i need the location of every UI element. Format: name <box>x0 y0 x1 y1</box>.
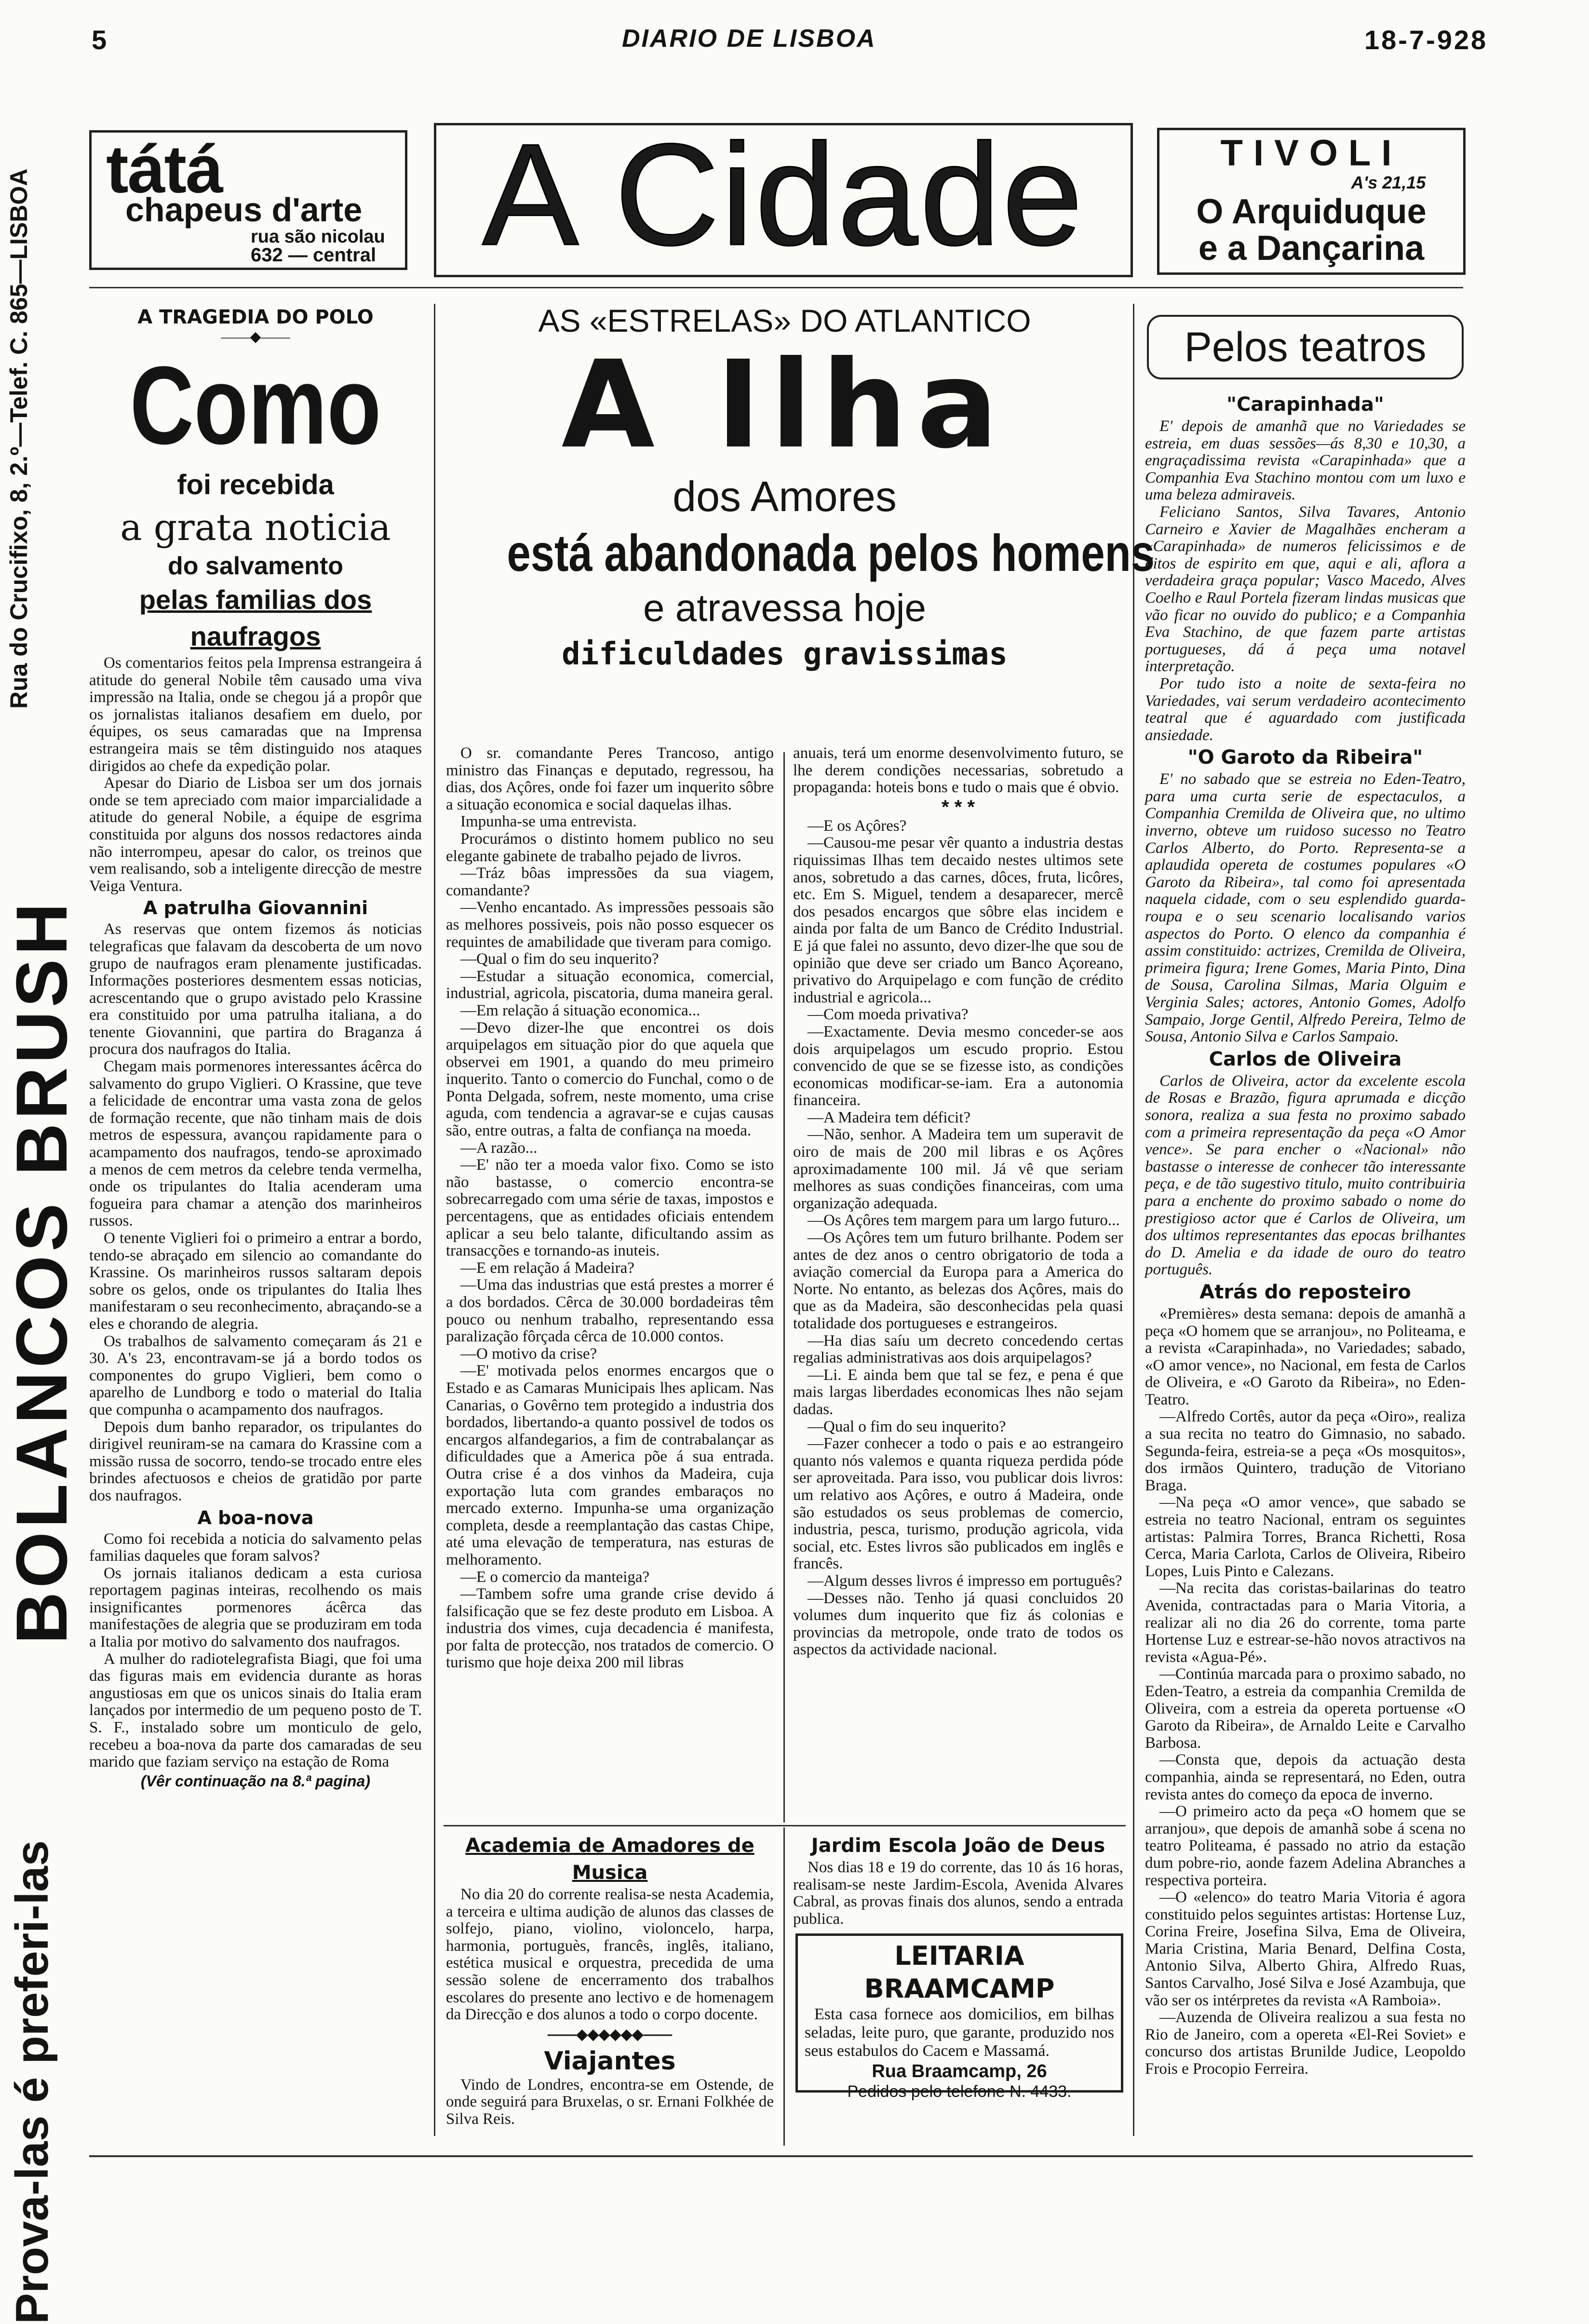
paragraph: Vindo de Londres, encontra-se em Ostende, de onde seguirá para Bruxelas, o sr. Ernani Folkhée de Silva Reis. <box>446 2076 774 2128</box>
column-separator <box>783 1827 785 2146</box>
notice-title: Academia de Amadores de Musica <box>465 1835 754 1884</box>
paragraph: Por tudo isto a noite de sexta-feira no Variedades, vai serum verdadeiro acontecimento teatral que é aguardado com justificada ansiedade. <box>1145 675 1466 744</box>
paragraph: —E o comercio da manteiga? <box>460 1568 650 1586</box>
issue-date: 18-7-928 <box>1364 25 1488 55</box>
ad-leitaria-phone: Pedidos pelo telefone N. 4433. <box>847 2082 1072 2101</box>
paragraph: «Premières» desta semana: depois de amanhã a peça «O homem que se arranjou», no Politeama, e a revista «Carapinhada», no Variedades; sabado, «O amor vence», no Nacional, em festa de Carlos de Oliveira, e «O Garoto da Ribeira», no Eden-Teatro. <box>1145 1305 1466 1408</box>
section-title: A Cidade <box>482 113 1085 275</box>
paragraph: Nos dias 18 e 19 do corrente, das 10 ás 16 horas, realisam-se neste Jardim-Escola, Avenida Alvares Cabral, as provas finais dos alunos, sendo a entrada publica. <box>793 1859 1123 1928</box>
ad-leitaria-text: Esta casa fornece aos domicilios, em bilhas seladas, leite puro, que garante, produzido nos seus estabulos do Cacem e Massamá. <box>805 2005 1114 2060</box>
paragraph: anuais, terá um enorme desenvolvimento futuro, se lhe derem condições necessarias, sobretudo a propaganda: hoteis bons e tudo o mais que é obvio. <box>793 744 1123 797</box>
continuation-note: (Vêr continuação na 8.ª pagina) <box>141 1772 370 1790</box>
article-kicker: AS «ESTRELAS» DO ATLANTICO <box>538 303 1031 338</box>
notice-academia <box>446 1832 774 2128</box>
paragraph: Chegam mais pormenores interessantes ácêrca do salvamento do grupo Viglieri. O Krassine, que teve a felicidade de encontrar uma vasta zona de gelos de formação recente, que não tinham mais de dois metros de espessura, avançou rapidamente para o acampamento dos naufragos, tendo-se aproximado a menos de cem metros da celebre tenda vermelha, onde os tripulantes do Italia acenderam uma fogueira para chamar a atenção dos marinheiros russos. <box>89 1058 422 1230</box>
headline-ilha: A Ilha <box>561 335 1008 475</box>
paragraph: —Ha dias saíu um decreto concedendo certas regalias administrativas aos dois arquipelagos? <box>793 1332 1123 1367</box>
headline-line-5: dificuldades gravissimas <box>562 636 1008 672</box>
headline-line-3: está abandonada pelos homens <box>507 524 1155 582</box>
headline-line-3: a grata noticia <box>120 506 391 549</box>
paragraph: —Na peça «O amor vence», que sabado se estreia no teatro Nacional, entram os seguintes artistas: Palmira Torres, Branca Richetti, Rosa Cerca, Maria Carlota, Carlos de Oliveira, Ribeiro Lopes, Luis Pinto e Calezans. <box>1145 1494 1466 1580</box>
paragraph: —Consta que, depois da actuação desta companhia, ainda se representará, no Eden, outra revista antes do começo da epoca de inverno. <box>1145 1751 1466 1803</box>
ad-tata-phone: 632 — central <box>251 244 377 266</box>
page-bottom-rule <box>89 2155 1473 2157</box>
article-theatres <box>1145 306 1466 2078</box>
ad-tata-hats <box>89 130 407 270</box>
article-azores-col-b <box>793 745 1123 1659</box>
ad-tata-street: rua são nicolau <box>251 227 385 247</box>
paragraph: —Não, senhor. A Madeira tem um superavit de oiro de mais de 200 mil libras e os Açôres aproximadamente 100 mil. Já vê que seriam melhores as suas condições financeiras, com uma organização adequada. <box>793 1126 1123 1212</box>
subheading: "O Garoto da Ribeira" <box>1187 746 1423 769</box>
paragraph: Apesar do Diario de Lisboa ser um dos jornais onde se tem apreciado com maior imparcialidade a atitude do general Nobile, a équipe de esgrima constituida por alguns dos nossos redactores ainda não interrompeu, apesar do calor, os treinos que vem realisando, sob a inteligente direcção de mestre Veiga Ventura. <box>89 774 422 895</box>
subheading: Atrás do reposteiro <box>1199 1281 1411 1303</box>
margin-address: Rua do Crucifixo, 8, 2.º—Telef. C. 865—LISBOA <box>5 168 32 709</box>
paragraph: —Os Açôres tem um futuro brilhante. Podem ser antes de dez anos o centro obrigatorio de toda a aviação comercial da Europa para a America do Norte. No entanto, as belezas dos Açôres, mais do que as da Madeira, são desconhecidas pela quasi totalidade dos portugueses e estrangeiros. <box>793 1229 1123 1332</box>
headline-line-2: foi recebida <box>177 469 334 500</box>
column-separator <box>434 304 435 2136</box>
ad-tivoli <box>1157 128 1466 275</box>
paragraph: —Tambem sofre uma grande crise devido á falsificação que se fez deste produto em Lisboa. A industria dos vimes, cuja decadencia é manifesta, por falta de protecção, nos tratados de comercio. O turismo que hoje deixa 200 mil libras <box>446 1585 774 1672</box>
article-polo <box>89 306 422 1791</box>
paragraph: —Estudar a situação economica, comercial, industrial, agricola, piscatoria, duma maneira geral. <box>446 967 774 1002</box>
notice-title: Jardim Escola João de Deus <box>811 1835 1105 1857</box>
paragraph: —Tráz bôas impressões da sua viagem, comandante? <box>446 865 774 899</box>
subheading: "Carapinhada" <box>1226 393 1384 416</box>
paragraph: —Com moeda privativa? <box>808 1006 969 1024</box>
paragraph: —O «elenco» do teatro Maria Vitoria é agora constituido pelos seguintes artistas: Hortense Luz, Corina Freire, Josefina Silva, Ema de Oliveira, Maria Cristina, Maria Benard, Delfina Costa, Antonio Silva, Alberto Ghira, Alfredo Ruas, Santos Carvalho, José Silva e José Azambuja, que vão ser os intérpretes da revista «A Ramboia». <box>1145 1889 1466 2009</box>
ad-leitaria-address: Rua Braamcamp, 26 <box>872 2061 1047 2081</box>
paragraph: Depois dum banho reparador, os tripulantes do dirigivel reuniram-se na camara do Krassine com a missão russa de socorro, tendo-se trocado entre eles brindes afectuosos e cheios de gratidão por parte dos naufragos. <box>89 1418 422 1504</box>
paragraph: As reservas que ontem fizemos ás noticias telegraficas que falavam da descoberta de um novo grupo de naufragos eram plenamente justificadas. Informações posteriores desmentem essas noticias, acrescentando que o grupo avistado pelo Krassine era constituido por uma patrulha italiana, a do tenente Giovannini, que partira do Braganza á procura dos naufragos do Italia. <box>89 920 422 1058</box>
header-rule <box>89 287 1463 288</box>
paragraph: —A Madeira tem déficit? <box>808 1108 971 1126</box>
paragraph: Feliciano Santos, Silva Tavares, Antonio Carneiro e Xavier de Magalhães encheram a «Carapinhada» de numeros felicissimos e de ditos de espirito em que, aqui e ali, aflora a verdadeira graça popular; Vasco Macedo, Alves Coelho e Raul Portela fizeram lindas musicas que vão ficar no ouvido do publico; e a Companhia Eva Stachino, de que fazem parte artistas portugueses, dá á peça uma notavel interpretação. <box>1145 503 1466 676</box>
paragraph: —Algum desses livros é impresso em português? <box>808 1572 1122 1590</box>
ad-leitaria-braamcamp <box>795 1933 1123 2101</box>
ad-tivoli-title-1: O Arquiduque <box>1196 192 1427 231</box>
headline-line-4: e atravessa hoje <box>643 586 927 629</box>
margin-brand-logo: BOLANCOS BRUSH <box>1 899 82 1644</box>
paragraph: Os comentarios feitos pela Imprensa estrangeira á atitude do general Nobile têm causado uma viva impressão na Italia, onde se chegou já a propôr que os jornalistas italianos desafiem em duelo, por équipes, os seus camaradas que na Imprensa estrangeira mais se têm distinguido nos ataques dirigidos ao chefe da expedição polar. <box>89 654 422 775</box>
running-masthead: DIARIO DE LISBOA <box>622 25 876 53</box>
paragraph: —Os Açôres tem margem para um largo futuro... <box>808 1212 1120 1230</box>
paragraph: —Alfredo Cortês, autor da peça «Oiro», realiza a sua recita no teatro do Gimnasio, no sabado. Segunda-feira, estreia-se a peça «Os mosquitos», dos irmãos Quintero, tradução de Vitoriano Braga. <box>1145 1408 1466 1494</box>
section-box <box>1147 315 1464 379</box>
section-title-box <box>434 113 1133 277</box>
paragraph: Procurámos o distinto homem publico no seu elegante gabinete de trabalho pejado de livros. <box>446 830 774 865</box>
paragraph: —Auzenda de Oliveira realizou a sua festa no Rio de Janeiro, com a opereta «El-Rei Soviet» e concurso dos artistas Brunilde Judice, Leopoldo Frois e Procopio Ferreira. <box>1145 2009 1466 2078</box>
ad-tivoli-title-2: e a Dançarina <box>1198 229 1425 268</box>
article-kicker: A TRAGEDIA DO POLO <box>137 306 374 328</box>
paragraph: —Devo dizer-lhe que encontrei os dois arquipelagos em situação pior do que aquela que observei em 1901, a quando do meu primeiro inquerito. Tanto o comercio do Funchal, como o de Ponta Delgada, sofrem, neste momento, uma crise aguda, com tendencia a agravar-se e cujas causas são, entre outras, a falta de confiança na moeda. <box>446 1019 774 1140</box>
paragraph: Como foi recebida a noticia do salvamento pelas familias daqueles que foram salvos? <box>89 1530 422 1565</box>
ad-tata-product: chapeus d'arte <box>125 191 363 229</box>
paragraph: —O motivo da crise? <box>460 1345 597 1363</box>
subheading: A patrulha Giovannini <box>143 897 368 919</box>
ornament-divider: ——◆◆◆◆◆◆—— <box>547 2026 673 2042</box>
paragraph: —O primeiro acto da peça «O homem que se arranjou», que depois de amanhã sobe á scena no teatro Politeama, é passado no atrio da estação dum pobre-rio, aonde fazem Adelina Abranches a respectiva porteira. <box>1145 1803 1466 1889</box>
divider: ——◆—— <box>221 329 290 345</box>
section-rule <box>444 1825 1126 1826</box>
ad-leitaria-title: LEITARIA BRAAMCAMP <box>864 1941 1055 2004</box>
notice-title: Viajantes <box>544 2046 676 2076</box>
paragraph: —E em relação á Madeira? <box>460 1259 634 1277</box>
headline-line-4: do salvamento <box>167 552 344 580</box>
paragraph: O tenente Viglieri foi o primeiro a entrar a bordo, tendo-se abraçado em silencio ao comandante do Krassine. Os marinheiros russos saltaram depois sobre os gelos, onde os tripulantes do Italia lhes manifestaram o seu reconhecimento, abraçando-se a eles e chorando de alegria. <box>89 1230 422 1333</box>
article-azores-col-a <box>446 745 774 1672</box>
column-separator <box>783 752 785 1823</box>
headline-line-2: dos Amores <box>673 473 897 520</box>
paragraph: —Li. E ainda bem que tal se fez, e pena é que mais largas liberdades economicas lhes não sejam dadas. <box>793 1366 1123 1418</box>
ad-tata-brand: tátá <box>106 131 222 207</box>
paragraph: —Qual o fim do seu inquerito? <box>460 950 659 968</box>
paragraph: E' no sabado que se estreia no Eden-Teatro, para uma curta serie de espectaculos, a Companhia Cremilda de Oliveira que, no ultimo inverno, obteve um ruidoso sucesso no Teatro Carlos Alberto, do Porto. Representa-se a aplaudida opereta de costumes populares «O Garoto da Ribeira», tal como foi apresentada naquela cidade, com o seu esplendido guarda-roupa e o seu scenario localisando varios aspectos do Porto. O elenco da companhia é assim constituido: actrizes, Cremilda de Oliveira, primeira figura; Irene Gomes, Maria Pinto, Dina de Sousa, Carolina Silmas, Maria Olguim e Verginia Sales; actores, Antonio Gomes, Adolfo Sampaio, Jorge Gentil, Alfredo Pereira, Telmo de Sousa, Antonio Silva e Carlos Sampaio. <box>1145 770 1466 1046</box>
subheading: Carlos de Oliveira <box>1209 1048 1402 1070</box>
paragraph: Carlos de Oliveira, actor da excelente escola de Rosas e Brazão, figura aprumada e dicção sonora, realiza a sua festa no proximo sabado com a primeira representação da peça «O Amor vence». Se para encher o «Nacional» não bastasse o interesse de conhecer tão interessante peça, e de tão sugestivo titulo, muito contribuiria para a enchente do proximo sabado o nome do prestigioso actor que é Carlos de Oliveira, um dos ultimos representantes das epocas brilhantes do D. Amelia e da idade de ouro do teatro português. <box>1145 1072 1466 1279</box>
paragraph: E' depois de amanhã que no Variedades se estreia, em duas sessões—ás 8,30 e 10,30, a engraçadissima revista «Carapinhada» que a Companhia Eva Stachino montou com um luxo e uma beleza admiraveis. <box>1145 418 1466 504</box>
paragraph: —Causou-me pesar vêr quanto a industria destas riquissimas Ilhas tem decaido nestes ultimos sete anos, sobretudo a das carnes, dôces, fruta, licôres, etc. Em S. Miguel, tendem a desaparecer, mercê dos pesados encargos que sôbre elas incidem e ainda por falta de um Banco de Crédito Industrial. E já que falei no assunto, devo dizer-lhe que sou de opinião que deve ser criado um Banco Açoreano, privativo do Arquipelago e com função de crédito industrial e agricola... <box>793 834 1123 1006</box>
notice-jardim-escola <box>793 1832 1123 1928</box>
headline-como: Como <box>130 343 381 467</box>
page-number: 5 <box>92 25 107 55</box>
paragraph: —Fazer conhecer a todo o pais e ao estrangeiro quanto nós valemos e quanta riqueza perdida póde ser aproveitada. Para isso, vou publicar dois livros: um relativo aos Açôres, e outro á Madeira, onde são estudados os seus problemas de comercio, industria, pesca, turismo, produção agricola, vida social, etc. Estes livros são publicados em inglês e francês. <box>793 1435 1123 1573</box>
paragraph: —Venho encantado. As impressões pessoais são as melhores possiveis, pois não posso esquecer os requintes de amabilidade que tiveram para comigo. <box>446 899 774 951</box>
paragraph: A mulher do radiotelegrafista Biagi, que foi uma das figuras mais em evidencia durante as horas angustiosas em que os unicos sinais do Italia eram lançados por intermedio de um pequeno posto de T. S. F., instalado sobre um monticulo de gelo, recebeu a boa-nova da parte dos camaradas de seu marido que faziam serviço na estação de Roma <box>89 1650 422 1771</box>
section-box-title: Pelos teatros <box>1184 324 1427 370</box>
paragraph: —E os Açôres? <box>808 817 907 835</box>
paragraph: —E' motivada pelos enormes encargos que o Estado e as Camaras Municipais lhes aplicam. Nas Canarias, o Govêrno tem protegido a industria dos bordados, libertando-a quanto possivel de todos os encargos alfandegarios, a fim de contrabalançar as dificuldades que a America põe á sua entrada. Outra crise é a dos vinhos da Madeira, cuja exportação luta com grandes embaraços no mercado externo. Impunha-se uma organização completa, desde a reemplantação das castas Chipe, até uma elevação de temperatura, nas esturas de melhoramento. <box>446 1362 774 1568</box>
subheading: A boa-nova <box>197 1507 314 1528</box>
paragraph: —A razão... <box>460 1139 538 1157</box>
paragraph: —Na recita das coristas-bailarinas do teatro Avenida, contractadas para o Maria Vitoria, a realizar ali no dia 26 do corrente, toma parte Hortense Luz e estrear-se-hão novos atractivos na revista «Agua-Pé». <box>1145 1580 1466 1666</box>
margin-slogan: Prova-las é preferi-las <box>6 1840 58 2324</box>
paragraph: —Qual o fim do seu inquerito? <box>808 1418 1006 1435</box>
paragraph: Os trabalhos de salvamento começaram ás 21 e 30. A's 23, encontravam-se já a bordo todos os componentes do grupo Viglieri, bem como o aparelho de Lundborg e todo o material do Italia que compunha o acampamento dos naufragos. <box>89 1332 422 1419</box>
ad-tivoli-time: A's 21,15 <box>1351 173 1426 192</box>
paragraph: —Exactamente. Devia mesmo conceder-se aos dois arquipelagos um escudo proprio. Estou convencido de que se se fizesse isto, as condições economicas modificar-se-iam. Era a autonomia financeira. <box>793 1023 1123 1109</box>
paragraph: Os jornais italianos dedicam a esta curiosa reportagem paginas inteiras, recolhendo os mais insignificantes pormenores ácêrca das manifestações de alegria que se produziram em toda a Italia por motivo do salvamento dos naufragos. <box>89 1564 422 1651</box>
headline-line-5: pelas familias dos naufragos <box>139 584 372 651</box>
paragraph: Impunha-se uma entrevista. <box>460 813 637 831</box>
article-azores-headline <box>446 301 1155 676</box>
ad-tivoli-name: TIVOLI <box>1220 133 1402 174</box>
margin-advertisement <box>0 125 82 2324</box>
paragraph: —Desses não. Tenho já quasi concluidos 20 volumes dum inquerito que fiz ás colonias e provincias da metropole, onde trato de todos os aspectos da actividade nacional. <box>793 1589 1123 1659</box>
paragraph: —Uma das industrias que está prestes a morrer é a dos bordados. Cêrca de 30.000 bordadeiras têm pouco ou nenhum trabalho, representando essa paralização fôrçada cêrca de 10.000 contos. <box>446 1276 774 1346</box>
paragraph: O sr. comandante Peres Trancoso, antigo ministro das Finanças e deputado, regressou, ha dias, dos Açôres, onde foi fazer um inquerito sôbre a situação economica e social daquelas ilhas. <box>446 744 774 813</box>
paragraph: No dia 20 do corrente realisa-se nesta Academia, a terceira e ultima audição de alunos das classes de solfejo, piano, violino, violoncelo, harpa, harmonia, portuguès, francês, inglês, italiano, estética musical e orquestra, precedida de uma sessão solene de encerramento dos trabalhos escolares do presente ano lectivo e de homenagem da Direcção e dos alunos a todo o corpo docente. <box>446 1886 774 2024</box>
section-break-stars: * * * <box>942 796 975 818</box>
paragraph: —Em relação á situação economica... <box>460 1001 700 1019</box>
paragraph: —Continúa marcada para o proximo sabado, no Eden-Teatro, a estreia da companhia Cremilda de Oliveira, com a estreia da opereta portuense «O Garoto da Ribeira», de Arnaldo Leite e Carvalho Barbosa. <box>1145 1665 1466 1752</box>
paragraph: —E' não ter a moeda valor fixo. Como se isto não bastasse, o comercio encontra-se sobrecarregado com uma série de taxas, impostos e percentagens, que as entidades oficiais entendem aplicar a seu belo talante, dificultando assim as transacções e tornando-as inuteis. <box>446 1156 774 1260</box>
